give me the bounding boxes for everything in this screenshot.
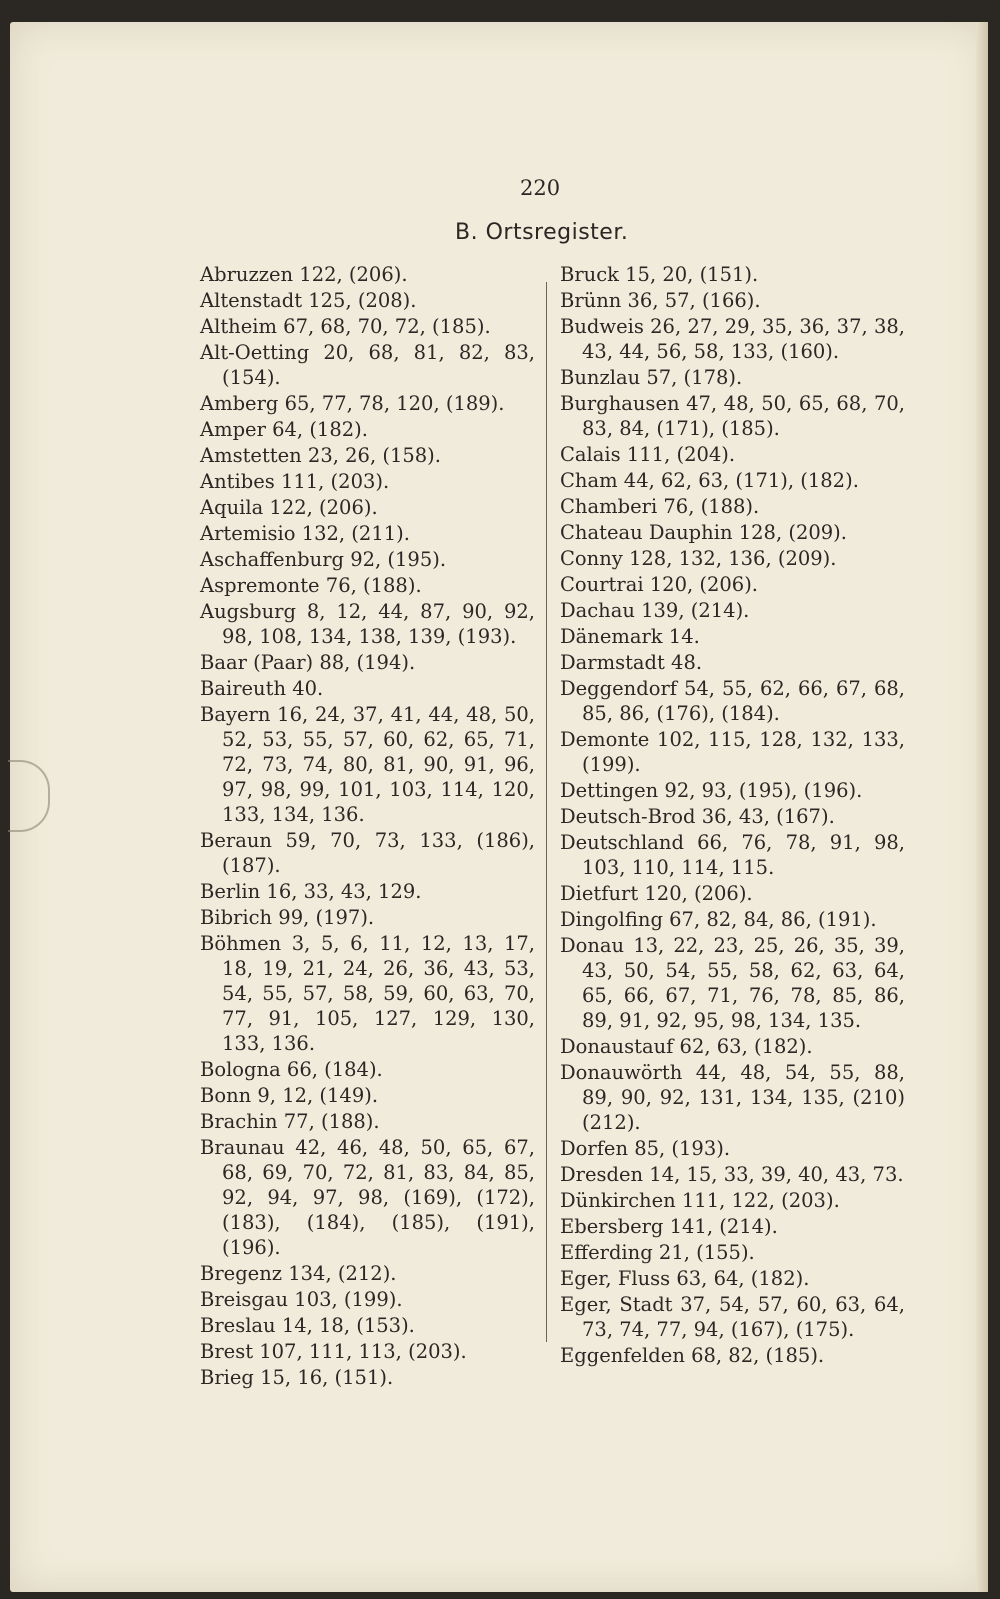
index-entry: Baar (Paar) 88, (194). [200,651,416,674]
index-entry: Amberg 65, 77, 78, 120, (189). [200,392,505,415]
index-entry: Aquila 122, (206). [200,496,378,519]
index-entry: Augsburg 8, 12, 44, 87, 90, 92, 98, 108, 134, 138, 139, (193). [200,600,535,648]
index-entry: Breisgau 103, (199). [200,1288,403,1311]
index-entry: Eggenfelden 68, 82, (185). [560,1344,825,1367]
index-entry: Antibes 111, (203). [200,470,390,493]
index-entry: Bonn 9, 12, (149). [200,1084,379,1107]
index-entry: Dresden 14, 15, 33, 39, 40, 43, 73. [560,1163,904,1186]
index-entry: Bayern 16, 24, 37, 41, 44, 48, 50, 52, 53, 55, 57, 60, 62, 65, 71, 72, 73, 74, 80, 81, 90, 91, 96, 97, 98, 99, 101, 103, 114, 120, 133, 134, 136. [200,703,535,826]
index-entry: Böhmen 3, 5, 6, 11, 12, 13, 17, 18, 19, 21, 24, 26, 36, 43, 53, 54, 55, 57, 58, 59, 60, 63, 70, 77, 91, 105, 127, 129, 130, 133, 136. [200,932,535,1055]
index-entry: Dettingen 92, 93, (195), (196). [560,779,863,802]
index-entry: Donauwörth 44, 48, 54, 55, 88, 89, 90, 92, 131, 134, 135, (210) (212). [560,1061,905,1134]
index-entry: Darmstadt 48. [560,651,703,674]
index-entry: Chamberi 76, (188). [560,495,760,518]
index-entry: Brünn 36, 57, (166). [560,289,761,312]
index-entry: Conny 128, 132, 136, (209). [560,547,837,570]
index-entry: Bibrich 99, (197). [200,906,375,929]
index-entry: Breslau 14, 18, (153). [200,1314,415,1337]
index-entry: Eger, Fluss 63, 64, (182). [560,1267,810,1290]
index-entry: Deutschland 66, 76, 78, 91, 98, 103, 110, 114, 115. [560,831,905,879]
index-entry: Courtrai 120, (206). [560,573,759,596]
index-entry: Abruzzen 122, (206). [200,263,408,286]
column-divider [546,282,547,1342]
index-entry: Aspremonte 76, (188). [200,574,422,597]
index-entry: Budweis 26, 27, 29, 35, 36, 37, 38, 43, 44, 56, 58, 133, (160). [560,315,905,363]
index-entry: Ebersberg 141, (214). [560,1215,778,1238]
index-entry: Artemisio 132, (211). [200,522,410,545]
index-entry: Aschaffenburg 92, (195). [200,548,447,571]
index-entry: Dorfen 85, (193). [560,1137,731,1160]
index-entry: Braunau 42, 46, 48, 50, 65, 67, 68, 69, 70, 72, 81, 83, 84, 85, 92, 94, 97, 98, (169), (172), (183), (184), (185), (191), (196). [200,1136,535,1259]
index-entry: Baireuth 40. [200,677,324,700]
index-entry: Amper 64, (182). [200,418,368,441]
index-entry: Altheim 67, 68, 70, 72, (185). [200,315,491,338]
index-entry: Beraun 59, 70, 73, 133, (186), (187). [200,829,535,877]
index-entry: Deggendorf 54, 55, 62, 66, 67, 68, 85, 86, (176), (184). [560,677,905,725]
index-entry: Chateau Dauphin 128, (209). [560,521,847,544]
index-entry: Dingolfing 67, 82, 84, 86, (191). [560,908,877,931]
index-entry: Brieg 15, 16, (151). [200,1366,394,1389]
index-entry: Dietfurt 120, (206). [560,882,753,905]
index-entry: Donau 13, 22, 23, 25, 26, 35, 39, 43, 50, 54, 55, 58, 62, 63, 64, 65, 66, 67, 71, 76, 78, 85, 86, 89, 91, 92, 95, 98, 134, 135. [560,934,905,1032]
index-entry: Burghausen 47, 48, 50, 65, 68, 70, 83, 84, (171), (185). [560,392,905,440]
index-entry: Efferding 21, (155). [560,1241,755,1264]
index-entry: Alt-Oetting 20, 68, 81, 82, 83, (154). [200,341,535,389]
index-entry: Bunzlau 57, (178). [560,366,743,389]
index-entry: Demonte 102, 115, 128, 132, 133, (199). [560,728,905,776]
index-entry: Cham 44, 62, 63, (171), (182). [560,469,859,492]
index-entry: Amstetten 23, 26, (158). [200,444,441,467]
index-entry: Dachau 139, (214). [560,599,750,622]
index-entry: Brachin 77, (188). [200,1110,380,1133]
index-entry: Bruck 15, 20, (151). [560,263,759,286]
index-entry: Berlin 16, 33, 43, 129. [200,880,422,903]
index-entry: Calais 111, (204). [560,443,736,466]
index-entry: Dünkirchen 111, 122, (203). [560,1189,840,1212]
index-column-left [200,262,535,1391]
index-entry: Bologna 66, (184). [200,1058,383,1081]
index-entry: Deutsch-Brod 36, 43, (167). [560,805,835,828]
index-column-right [560,262,905,1369]
index-entry: Bregenz 134, (212). [200,1262,397,1285]
index-entry: Donaustauf 62, 63, (182). [560,1035,813,1058]
page-number: 220 [520,176,561,200]
index-entry: Dänemark 14. [560,625,700,648]
page-edge [976,22,988,1592]
section-title: B. Ortsregister. [455,220,629,245]
index-entry: Brest 107, 111, 113, (203). [200,1340,467,1363]
index-entry: Eger, Stadt 37, 54, 57, 60, 63, 64, 73, 74, 77, 94, (167), (175). [560,1293,905,1341]
index-entry: Altenstadt 125, (208). [200,289,417,312]
